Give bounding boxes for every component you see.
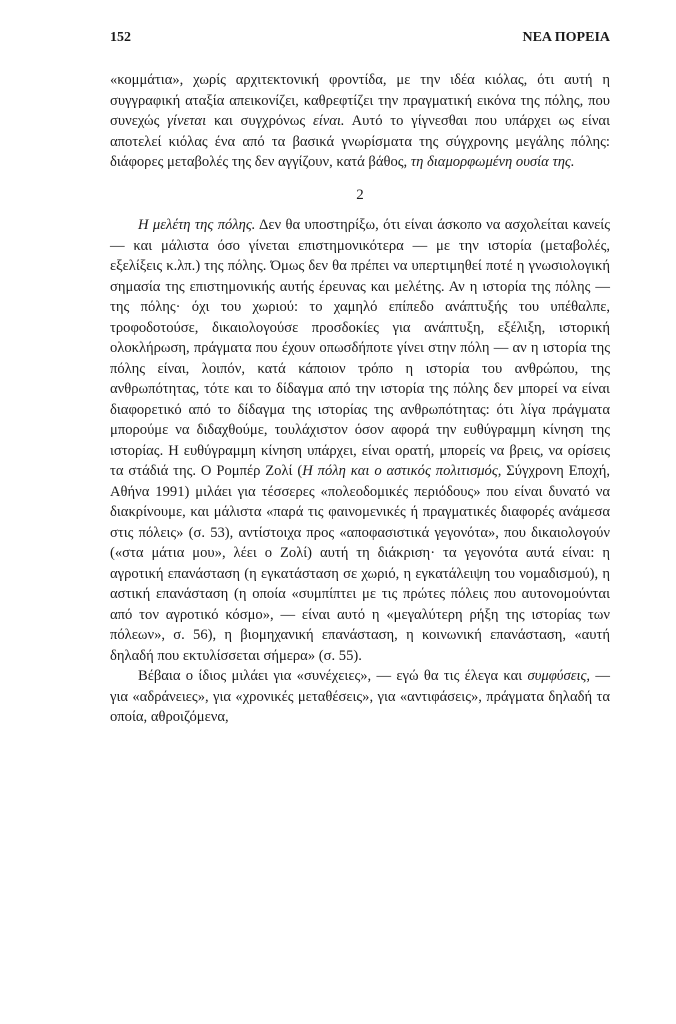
text-run: Αυτό το γίγνεσθαι που υπάρχει ως είναι αποτελεί κιόλας ένα από τα βασικά γνωρίσματα της σύγχρονης μεγάλης πόλης: διάφορες μεταβολές της δεν αγγίζουν, κατά βάθος, (110, 113, 611, 170)
page-body (110, 70, 610, 728)
italic-run: Η πόλη και ο αστικός πολιτισμός, (302, 463, 502, 479)
text-run: και συγχρόνως (206, 113, 313, 129)
page-number: 152 (110, 30, 131, 45)
italic-run: είναι. (312, 113, 345, 129)
text-run: «κομμάτια», χωρίς αρχιτεκτονική φροντίδα, με την ιδέα κιόλας, ότι αυτή η συγγραφική αταξία απεικονίζει, καθρεφτίζει την πραγματική εικόνα της πόλης, που συνεχώς (110, 72, 610, 129)
running-header (110, 30, 610, 46)
italic-run: συμφύσεις, (527, 668, 591, 684)
running-title: ΝΕΑ ΠΟΡΕΙΑ (522, 30, 610, 45)
paragraph-1 (110, 70, 610, 173)
italic-run: γίνεται (167, 113, 207, 129)
section-number: 2 (356, 186, 364, 203)
paragraph-2 (110, 215, 610, 666)
paragraph-3 (110, 666, 610, 728)
text-run: — για «αδράνειες», για «χρονικές μεταθέσεις», για «αντιφάσεις», πράγματα δηλαδή τα οποία, αθροιζόμενα, (110, 668, 610, 725)
section-heading-italic: Η μελέτη της πόλης. (138, 217, 256, 233)
text-run: Δεν θα υποστηρίξω, ότι είναι άσκοπο να ασχολείται κανείς — και μάλιστα όσο γίνεται επιστημονικότερα — με την ιστορία (μεταβολές, εξελίξεις κ.λπ.) της πόλης. Όμως δεν θα πρέπει να υπερτιμηθεί ποτέ η γνωσιολογική σημασία της επιστημονικής αυτής έρευνας και μελέτης. Αν η ιστορία της πόλης — της πόλης· όχι του χωριού: το χαμηλό επίπεδο ανάπτυξής του υπέθαλπε, τροφοδοτούσε, δικαιολογούσε προσδοκίες για ανάπτυξη, εξέλιξη, ιστορική ολοκλήρωση, πράγματα που έχουν οπωσδήποτε γίνει στην πόλη — αν η ιστορία της πόλης είναι, λοιπόν, κατά κάποιον τρόπο η ιστορία του ανθρώπου, της ανθρωπότητας, τότε και το δίδαγμα από την ιστορία της πόλης δεν μπορεί να είναι διαφορετικό από το δίδαγμα της ιστορίας της ανθρωπότητας: ότι λίγα πράγματα μπορούμε να διδαχθούμε, τουλάχιστον όσον αφορά την ευθύγραμμη κίνηση της ιστορίας. Η ευθύγραμμη κίνηση υπάρχει, είναι ορατή, μπορείς να βρεις, να ορίσεις τα στάδιά της. Ο Ρομπέρ Ζολί ( (110, 217, 610, 479)
italic-run: τη διαμορφωμένη ουσία της. (410, 154, 575, 170)
text-run: Βέβαια ο ίδιος μιλάει για «συνέχειες», — εγώ θα τις έλεγα και (138, 668, 528, 684)
text-run: Σύγχρονη Εποχή, Αθήνα 1991) μιλάει για τέσσερες «πολεοδομικές περιόδους» που είναι δυνατό να διακρίνουμε, και μάλιστα «παρά τις φαινομενικές ή πραγματικές διαφορές ανάμεσα στις πόλεις» (σ. 53), αντίστοιχα προς «αποφασιστικά γεγονότα», που δικαιολογούν («στα μάτια μου», λέει ο Ζολί) αυτή τη διάκριση· τα γεγονότα αυτά είναι: η αγροτική επανάσταση (η εγκατάσταση σε χωριό, η εγκατάλειψη του νομαδισμού), η αστική επανάσταση (η οποία «συμπίπτει με τις πρώτες πόλεις που αυτονομούνται από τον αγροτικό κόσμο», — είναι αυτό η «μεγαλύτερη ρήξη της ιστορίας των πόλεων», σ. 56), η βιομηχανική επανάσταση, η κοινωνική επανάσταση, «αυτή δηλαδή που εκτυλίσσεται σήμερα» (σ. 55). (110, 463, 610, 664)
